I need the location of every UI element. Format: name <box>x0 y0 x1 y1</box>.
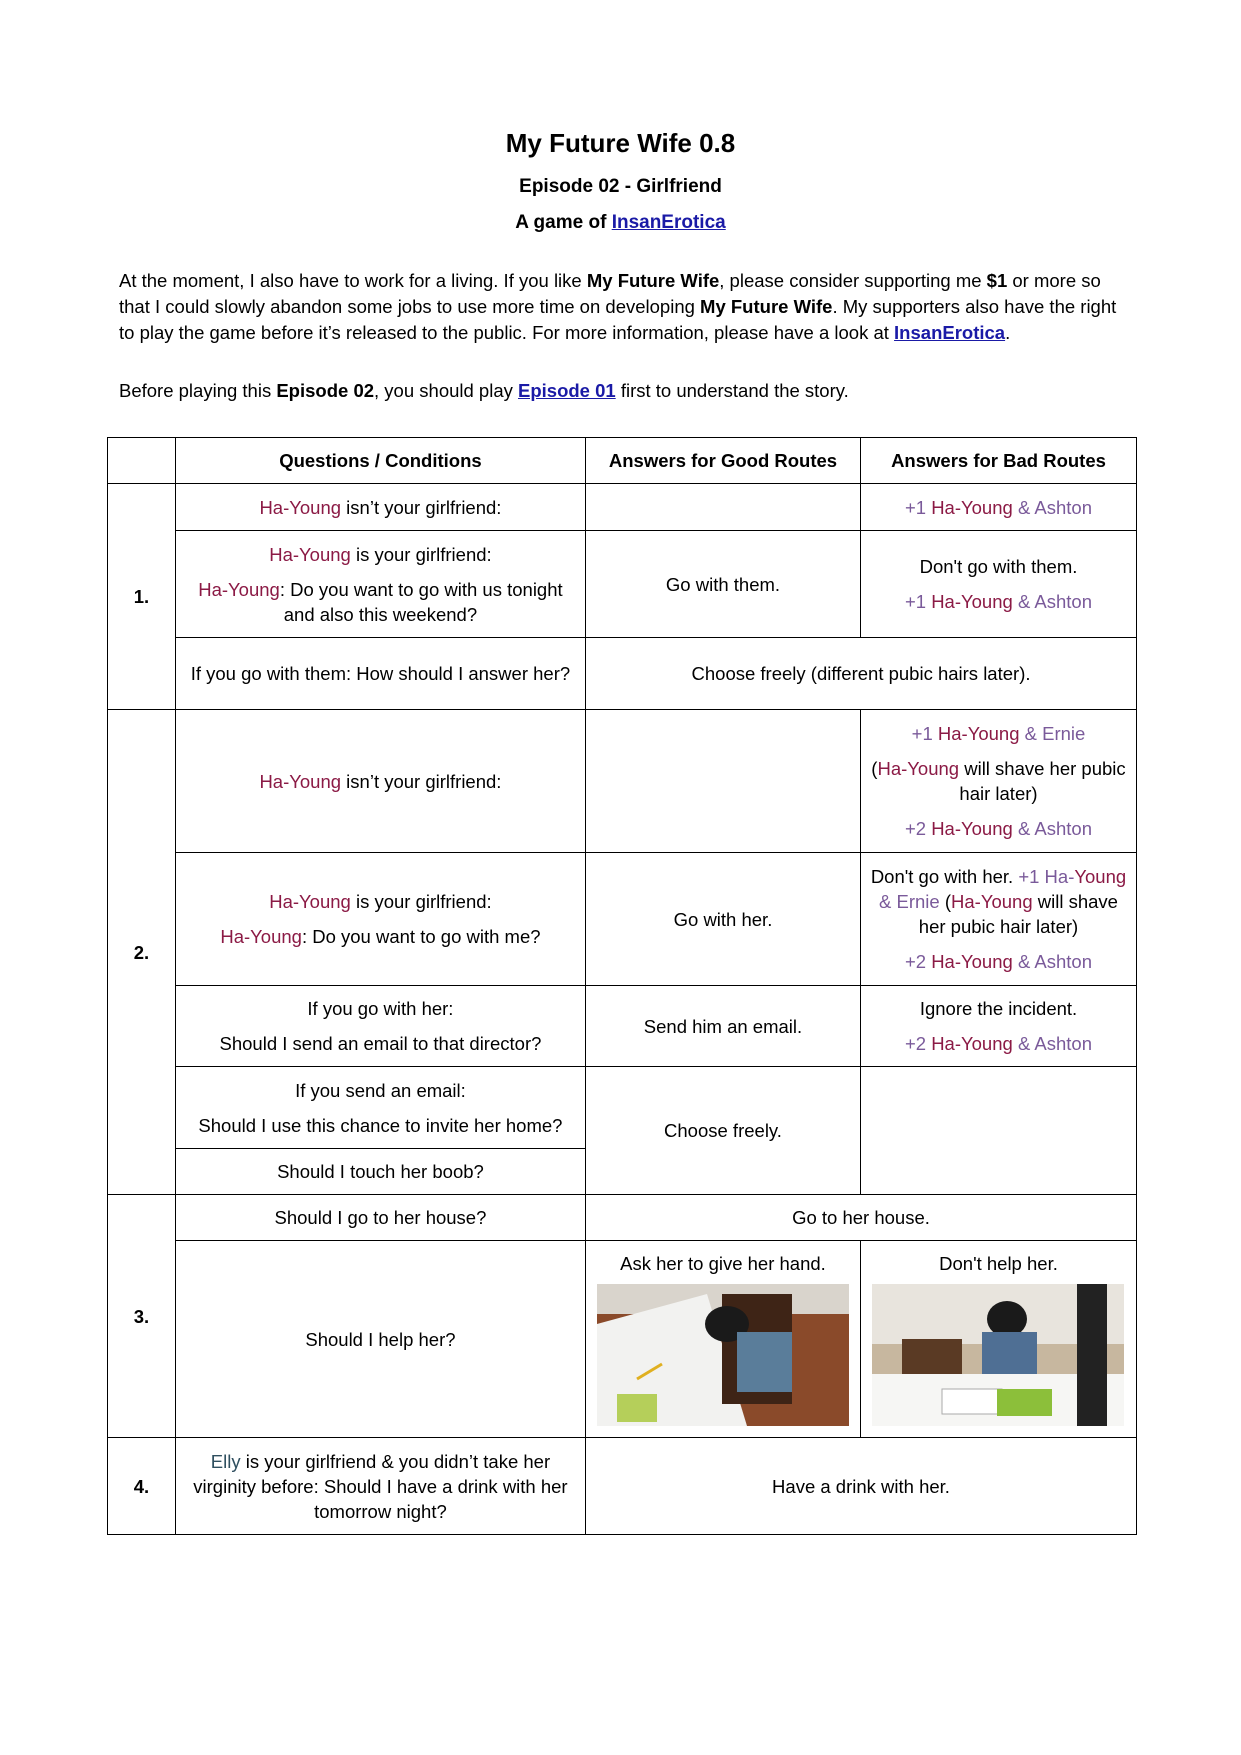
character-name: Ashton <box>1034 818 1093 839</box>
intro-bold: $1 <box>986 270 1008 291</box>
bad-answer-cell <box>860 1241 1136 1438</box>
amp: & <box>1017 951 1031 972</box>
character-name: Ha-Young <box>937 723 1020 744</box>
good-answer-cell: Go with them. <box>586 531 861 638</box>
answer-text: Don't go with them. <box>919 556 1078 577</box>
character-name: Ha-Young <box>259 496 342 518</box>
bad-answer-cell <box>860 710 1136 853</box>
table-row <box>108 484 1137 531</box>
good-answer-cell <box>586 1241 861 1438</box>
paren: ( <box>871 758 878 779</box>
insanerotica-link[interactable]: InsanErotica <box>611 212 726 233</box>
good-answer-cell: Go with her. <box>586 853 861 986</box>
table-row <box>108 638 1137 710</box>
answer-text: Don't help her. <box>939 1253 1058 1274</box>
table-row <box>108 1067 1137 1149</box>
condition-cell <box>175 853 585 986</box>
character-name: Ha-Young <box>931 1033 1013 1054</box>
good-answer-cell: Send him an email. <box>586 986 861 1067</box>
question-text: : Do you want to go with us tonight and also this weekend? <box>279 578 563 625</box>
episode-subtitle: Episode 02 - Girlfriend <box>519 176 722 197</box>
section-number: 2. <box>108 710 176 1195</box>
bad-answer-cell <box>860 531 1136 638</box>
condition-text: isn’t your girlfriend: <box>341 496 502 518</box>
answer-text: will shave her pubic hair later) <box>959 758 1126 804</box>
answer-text: Ignore the incident. <box>919 998 1078 1019</box>
chair <box>902 1339 962 1379</box>
paper <box>942 1389 1002 1414</box>
shared-answer-cell: Go to her house. <box>586 1195 1137 1241</box>
condition-text: is your girlfriend: <box>350 891 492 912</box>
bad-answer-cell <box>860 986 1136 1067</box>
header-bad-routes: Answers for Bad Routes <box>860 438 1136 484</box>
condition-text: If you send an email: <box>295 1079 466 1101</box>
condition-cell <box>175 484 585 531</box>
person-head <box>987 1301 1027 1337</box>
character-name: Ha-Young <box>951 891 1033 912</box>
intro-paragraph <box>119 268 1129 346</box>
condition-cell <box>175 1067 585 1149</box>
person-body <box>982 1332 1037 1377</box>
character-name: Ha-Young <box>931 496 1013 518</box>
paren: ( <box>939 891 952 912</box>
amp: & <box>1017 591 1031 612</box>
character-name: Young <box>1074 866 1127 887</box>
condition-cell <box>175 986 585 1067</box>
table-header-row <box>108 438 1137 484</box>
table-row <box>108 1438 1137 1535</box>
question-text: : Do you want to go with me? <box>301 926 541 947</box>
good-answer-cell <box>586 710 861 853</box>
note-text: , you should play <box>374 380 519 401</box>
shared-answer-cell: Have a drink with her. <box>586 1438 1137 1535</box>
header-number <box>108 438 176 484</box>
character-name: Ha-Young <box>931 951 1013 972</box>
intro-text: . <box>1005 322 1011 343</box>
answer-text: will shave her pubic hair later) <box>918 891 1118 937</box>
scene-image-dont-help <box>872 1284 1124 1426</box>
standing-figure <box>1077 1284 1107 1426</box>
notebook <box>997 1389 1052 1416</box>
section-number: 1. <box>108 484 176 710</box>
condition-text: is your girlfriend: <box>350 543 492 565</box>
intro-text: At the moment, I also have to work for a living. If you like <box>119 270 587 291</box>
condition-cell: Should I touch her boob? <box>175 1149 585 1195</box>
section-number: 4. <box>108 1438 176 1535</box>
person-body <box>737 1332 792 1392</box>
points: +2 <box>904 1033 927 1054</box>
condition-cell: Should I go to her house? <box>175 1195 585 1241</box>
episode-01-link[interactable]: Episode 01 <box>518 380 616 401</box>
character-name: Ha-Young <box>931 818 1013 839</box>
condition-cell <box>175 710 585 853</box>
character-name: Ernie <box>896 891 940 912</box>
table-row <box>108 853 1137 986</box>
bad-answer-cell <box>860 1067 1136 1195</box>
question-text: is your girlfriend & you didn’t take her virginity before: Should I have a drink with her tomorrow night? <box>193 1450 568 1522</box>
answer-text: Don't go with her. <box>870 866 1019 887</box>
points: +1 Ha- <box>1018 866 1075 887</box>
bad-answer-cell <box>860 853 1136 986</box>
intro-bold: My Future Wife <box>586 270 720 291</box>
points: +1 <box>904 591 927 612</box>
points: +1 <box>911 723 933 744</box>
character-name: Ashton <box>1034 496 1093 518</box>
section-number: 3. <box>108 1195 176 1438</box>
character-name: Ha-Young <box>269 543 351 565</box>
condition-cell: Should I help her? <box>175 1241 585 1438</box>
character-name: Ha-Young <box>269 891 351 912</box>
answer-text: Ask her to give her hand. <box>620 1253 826 1274</box>
note-text: Before playing this <box>119 380 277 401</box>
intro-text: or more so that I could slowly abandon some jobs to use more time on developing <box>119 270 1101 317</box>
amp: & <box>1017 818 1031 839</box>
condition-cell <box>175 531 585 638</box>
amp: & <box>1017 496 1031 518</box>
before-playing-note <box>119 378 1129 404</box>
byline-prefix: A game of <box>515 212 612 233</box>
intro-text: . My supporters also have the right to play the game before it’s released to the public. For more information, please have a look at <box>119 296 1117 343</box>
character-name: Elly <box>210 1450 241 1472</box>
amp: & <box>879 891 892 912</box>
byline <box>0 212 1241 234</box>
shared-answer-cell: Choose freely (different pubic hairs later). <box>586 638 1137 710</box>
question-text: Should I use this chance to invite her home? <box>198 1114 563 1136</box>
character-name: Ashton <box>1034 1033 1093 1054</box>
points: +1 <box>904 496 927 518</box>
character-name: Ha-Young <box>877 758 960 779</box>
header-good-routes: Answers for Good Routes <box>586 438 861 484</box>
table-row <box>108 986 1137 1067</box>
character-name: Ashton <box>1034 951 1093 972</box>
points: +2 <box>904 818 927 839</box>
question-text: Should I send an email to that director? <box>219 1033 542 1054</box>
character-name: Ha-Young <box>259 770 342 792</box>
table-row <box>108 531 1137 638</box>
amp: & <box>1024 723 1037 744</box>
intro-text: , please consider supporting me <box>719 270 987 291</box>
condition-text: isn’t your girlfriend: <box>341 770 502 792</box>
condition-cell <box>175 1438 585 1535</box>
page-title: My Future Wife 0.8 <box>505 128 736 158</box>
character-name: Ashton <box>1034 591 1093 612</box>
character-name: Ha-Young <box>931 591 1013 612</box>
good-answer-cell: Choose freely. <box>586 1067 861 1195</box>
bad-answer-cell <box>860 484 1136 531</box>
note-bold: Episode 02 <box>276 380 375 401</box>
character-name: Ha-Young <box>220 926 302 947</box>
header-questions: Questions / Conditions <box>175 438 585 484</box>
note-text: first to understand the story. <box>615 380 849 401</box>
scene-image-help <box>597 1284 849 1426</box>
table-row <box>108 1195 1137 1241</box>
condition-text: If you go with her: <box>307 998 454 1019</box>
intro-bold: My Future Wife <box>700 296 833 317</box>
points: +2 <box>904 951 927 972</box>
table-row <box>108 710 1137 853</box>
good-answer-cell <box>586 484 861 531</box>
notebook <box>617 1394 657 1422</box>
table-row <box>108 1241 1137 1438</box>
amp: & <box>1017 1033 1031 1054</box>
condition-cell: If you go with them: How should I answer her? <box>175 638 585 710</box>
walkthrough-table <box>107 437 1137 1535</box>
intro-insanerotica-link[interactable]: InsanErotica <box>894 322 1006 343</box>
character-name: Ha-Young <box>198 578 280 600</box>
character-name: Ernie <box>1042 723 1086 744</box>
